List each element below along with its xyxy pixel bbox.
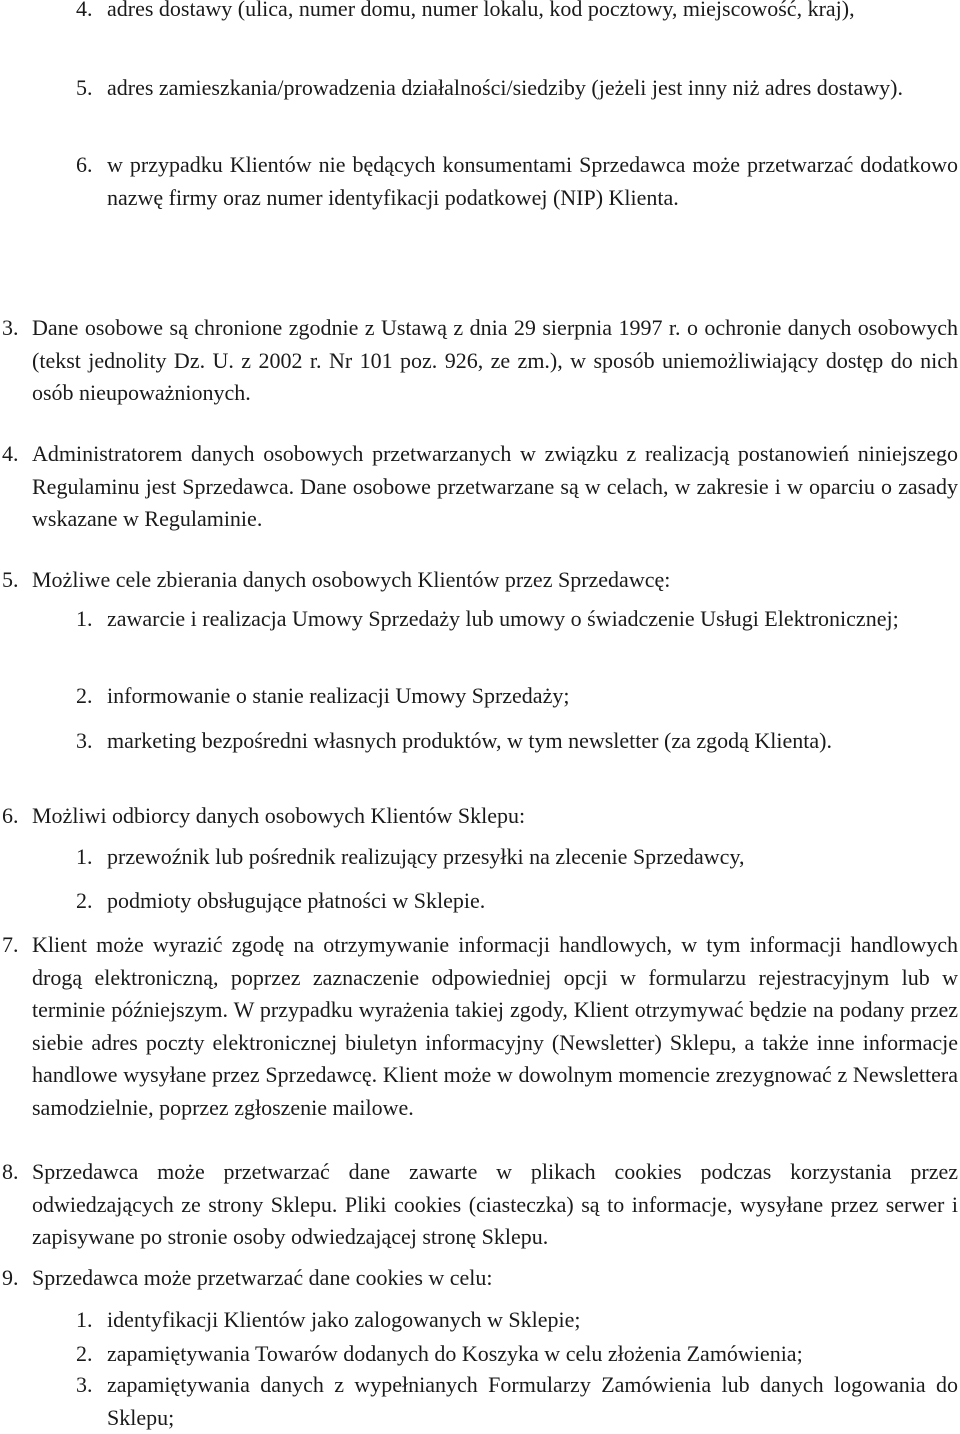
section-number: 3. [2, 315, 19, 340]
section-number: 5. [2, 567, 19, 592]
item-text: informowanie o stanie realizacji Umowy Sprzedaży; [107, 683, 570, 708]
section-paragraph [0, 438, 960, 536]
list-item [0, 1338, 960, 1371]
item-text: adres zamieszkania/prowadzenia działalności/siedziby (jeżeli jest inny niż adres dostawy). [107, 75, 903, 100]
section-paragraph [0, 800, 960, 833]
list-item [0, 680, 960, 713]
list-item [0, 725, 960, 758]
item-number: 2. [76, 888, 93, 913]
item-text: adres dostawy (ulica, numer domu, numer lokalu, kod pocztowy, miejscowość, kraj), [107, 0, 855, 21]
item-number: 3. [76, 728, 93, 753]
section-text: Sprzedawca może przetwarzać dane zawarte w plikach cookies podczas korzystania przez odwiedzających ze strony Sklepu. Pliki cookies (ciasteczka) są to informacje, wysyłane przez serwer i zapisywane po stronie osoby odwiedzającej stronę Sklepu. [32, 1159, 958, 1249]
item-text: zapamiętywania danych z wypełnianych Formularzy Zamówienia lub danych logowania do Sklepu; [107, 1372, 958, 1430]
item-text: w przypadku Klientów nie będących konsumentami Sprzedawca może przetwarzać dodatkowo nazwę firmy oraz numer identyfikacji podatkowej (NIP) Klienta. [107, 152, 958, 210]
item-number: 4. [76, 0, 93, 21]
item-number: 2. [76, 1341, 93, 1366]
section-number: 4. [2, 441, 19, 466]
item-text: podmioty obsługujące płatności w Sklepie. [107, 888, 486, 913]
section-number: 8. [2, 1159, 19, 1184]
item-text: zapamiętywania Towarów dodanych do Koszyka w celu złożenia Zamówienia; [107, 1341, 803, 1366]
section-text: Możliwi odbiorcy danych osobowych Klientów Sklepu: [32, 803, 526, 828]
section-paragraph [0, 564, 960, 597]
item-number: 6. [76, 152, 93, 177]
list-item [0, 885, 960, 918]
section-text: Dane osobowe są chronione zgodnie z Ustawą z dnia 29 sierpnia 1997 r. o ochronie danych osobowych (tekst jednolity Dz. U. z 2002 r. Nr 101 poz. 926, ze zm.), w sposób uniemożliwiający dostęp do nich osób nieupoważnionych. [32, 315, 958, 405]
item-number: 1. [76, 844, 93, 869]
list-item [0, 1369, 960, 1434]
list-item [0, 0, 960, 26]
item-text: marketing bezpośredni własnych produktów, w tym newsletter (za zgodą Klienta). [107, 728, 832, 753]
item-text: przewoźnik lub pośrednik realizujący przesyłki na zlecenie Sprzedawcy, [107, 844, 745, 869]
list-item [0, 149, 960, 214]
section-number: 9. [2, 1265, 19, 1290]
section-text: Administratorem danych osobowych przetwarzanych w związku z realizacją postanowień niniejszego Regulaminu jest Sprzedawca. Dane osobowe przetwarzane są w celach, w zakresie i w oparciu o zasady wskazane w Regulaminie. [32, 441, 958, 531]
item-number: 3. [76, 1372, 93, 1397]
item-number: 1. [76, 606, 93, 631]
section-paragraph [0, 312, 960, 410]
list-item [0, 1304, 960, 1337]
item-text: identyfikacji Klientów jako zalogowanych w Sklepie; [107, 1307, 581, 1332]
list-item [0, 603, 960, 636]
section-text: Możliwe cele zbierania danych osobowych Klientów przez Sprzedawcę: [32, 567, 671, 592]
item-number: 1. [76, 1307, 93, 1332]
section-paragraph [0, 1262, 960, 1295]
section-text: Sprzedawca może przetwarzać dane cookies w celu: [32, 1265, 493, 1290]
section-paragraph [0, 1156, 960, 1254]
list-item [0, 72, 960, 105]
item-text: zawarcie i realizacja Umowy Sprzedaży lub umowy o świadczenie Usługi Elektronicznej; [107, 606, 899, 631]
section-number: 6. [2, 803, 19, 828]
section-number: 7. [2, 932, 19, 957]
list-item [0, 841, 960, 874]
item-number: 5. [76, 75, 93, 100]
item-number: 2. [76, 683, 93, 708]
section-paragraph [0, 929, 960, 1124]
section-text: Klient może wyrazić zgodę na otrzymywanie informacji handlowych, w tym informacji handlowych drogą elektroniczną, poprzez zaznaczenie odpowiedniej opcji w formularzu rejestracyjnym lub w terminie późniejszym. W przypadku wyrażenia takiej zgody, Klient otrzymywać będzie na podany przez siebie adres poczty elektronicznej biuletyn informacyjny (Newsletter) Sklepu, a także inne informacje handlowe wysyłane przez Sprzedawcę. Klient może w dowolnym momencie zrezygnować z Newslettera samodzielnie, poprzez zgłoszenie mailowe. [32, 932, 958, 1120]
